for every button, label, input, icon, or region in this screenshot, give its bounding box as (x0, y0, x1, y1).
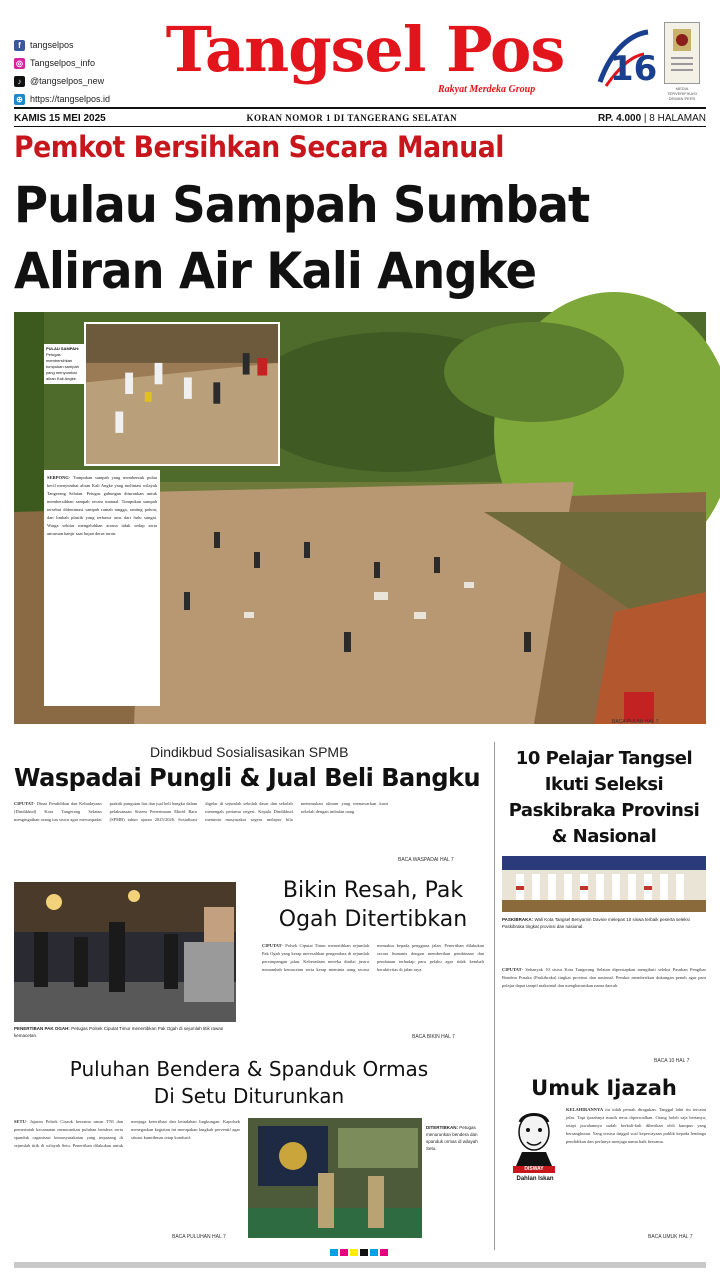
facebook-icon: f (14, 40, 25, 51)
registration-magenta-2 (380, 1249, 388, 1256)
bendera-caption-title: DITERTIBKAN: (426, 1125, 458, 1130)
paskibraka-headline[interactable] (502, 746, 706, 850)
spmb-body-text: - Dinas Pendidikan dan Kebudayaan (Dindikbud) Kota Tangerang Selatan mengingatkan orang tua siswa agar mewaspadai praktik pungutan liar dan jual beli bangku dalam pelaksanaan Sistem Penerimaan Murid Baru (SPMB) tahun ajaran 2025/2026. Sosialisasi digelar di sejumlah sekolah dasar dan sekolah menengah pertama negeri. Kepala Dindikbud meminta masyarakat segera melapor bila menemukan oknum yang menawarkan kursi sekolah dengan imbalan uang. (14, 801, 389, 822)
bendera-body-text: - Jajaran Polsek Cisauk bersama unsur TNI dan pemerintah kecamatan menurunkan puluhan bendera serta spanduk organisasi kemasyarakatan yang terpasang di sejumlah titik di wilayah Setu. Penertiban dilakukan untuk menjaga ketertiban dan keindahan lingkungan. Kapolsek menegaskan kegiatan ini merupakan langkah preventif agar situasi kamtibmas tetap kondusif. (14, 1119, 240, 1148)
paskibraka-caption-text: Wali Kota Tangsel Benyamin Davnie melepas 10 siswa terbaik peserta seleksi Paskibraka tingkat provinsi dan nasional. (502, 917, 690, 929)
pakogah-caption-title: PENERTIBAN PAK OGAH: (14, 1026, 70, 1031)
paskibraka-caption-title: PASKIBRAKA: (502, 917, 534, 922)
registration-magenta (340, 1249, 348, 1256)
pakogah-dateline-city: CIPUTAT (262, 943, 282, 948)
lead-inset-photo[interactable] (84, 322, 280, 466)
masthead-motto: KORAN NOMOR 1 DI TANGERANG SELATAN (246, 113, 458, 123)
paskibraka-continued[interactable]: BACA 10 HAL 7 (654, 1058, 690, 1064)
masthead-rule-top (14, 107, 706, 109)
paskibraka-caption (502, 916, 706, 930)
spmb-kicker[interactable]: Dindikbud Sosialisasikan SPMB (150, 744, 349, 760)
registration-cyan-2 (370, 1249, 378, 1256)
paskibraka-body (502, 966, 706, 1048)
pakogah-caption (14, 1025, 236, 1039)
lead-dateline-city: SERPONG (47, 475, 69, 480)
social-links (14, 36, 154, 108)
social-label: tangselpos (30, 40, 74, 50)
paskibraka-photo[interactable] (502, 856, 706, 912)
issue-date: KAMIS 15 MEI 2025 (14, 112, 106, 124)
masthead-rule-bottom (14, 126, 706, 127)
social-label: https://tangselpos.id (30, 94, 111, 104)
masthead-logo[interactable]: Tangsel Pos (165, 13, 565, 86)
bendera-body (14, 1118, 240, 1230)
pakogah-headline-line-2: Ogah Ditertibkan (278, 907, 468, 932)
pakogah-body (262, 942, 484, 1032)
pakogah-headline-line-1: Bikin Resah, Pak (282, 878, 464, 903)
column-continued[interactable]: BACA UMUK HAL 7 (648, 1234, 693, 1240)
bendera-headline[interactable] (14, 1056, 484, 1110)
lead-continued[interactable]: BACA PULAU HAL 7 (612, 719, 659, 725)
paskibraka-dateline-city: CIPUTAT (502, 967, 522, 972)
pakogah-continued[interactable]: BACA BIKIN HAL 7 (412, 1034, 455, 1040)
web-icon: ⊕ (14, 94, 25, 105)
inset-caption-text: Petugas membersihkan tumpukan sampah yang menyumbat aliran Kali Angke. (46, 352, 79, 381)
bendera-photo[interactable] (248, 1118, 422, 1238)
social-label: Tangselpos_info (30, 58, 96, 68)
pakogah-body-text: - Polsek Ciputat Timur menertibkan sejumlah Pak Ogah yang kerap meresahkan pengendara di sejumlah persimpangan jalan. Keberadaan mereka dinilai justru menambah kemacetan serta kerap meminta uang secara memaksa kepada pengguna jalan. Penertiban dilakukan secara humanis dengan memberikan pembinaan dan pendataan terhadap para pelaku agar tidak kembali beraktivitas di jalan raya. (262, 943, 484, 972)
social-facebook[interactable] (14, 36, 154, 54)
pakogah-headline[interactable] (262, 876, 484, 934)
anniversary-number: 16 (610, 49, 658, 89)
column-headline[interactable]: Umuk Ijazah (531, 1076, 677, 1100)
paskibraka-headline-line-4: & Nasional (551, 826, 657, 847)
anniversary-logo (592, 28, 658, 94)
lead-kicker[interactable]: Pemkot Bersihkan Secara Manual (14, 130, 504, 164)
bendera-headline-line-1: Puluhan Bendera & Spanduk Ormas (69, 1057, 429, 1081)
lead-headline-line-1: Pulau Sampah Sumbat (14, 176, 590, 234)
dateline (14, 111, 706, 125)
issue-price: RP. 4.000 (597, 112, 642, 124)
footer-bar (14, 1262, 706, 1268)
instagram-icon: ◎ (14, 58, 25, 69)
lead-body (44, 470, 160, 706)
spmb-continued[interactable]: BACA WASPADAI HAL 7 (398, 857, 454, 863)
bendera-dateline-city: SETU (14, 1119, 26, 1124)
author-portrait (510, 1108, 558, 1166)
bendera-caption-text: Petugas menurunkan bendera dan spanduk ormas di wilayah Setu. (426, 1125, 478, 1151)
column-divider (494, 742, 495, 1250)
column-body-extra (502, 1190, 706, 1230)
lead-body-text: - Tumpukan sampah yang membentuk pulau kecil menyumbat aliran Kali Angke yang melintasi wilayah Tangerang Selatan. Petugas gabungan diturunkan untuk membersihkan sampah secara manual. Tumpukan sampah tersebut didominasi sampah rumah tangga, ranting pohon, dan limbah plastik yang terbawa arus dari hulu sungai. Warga sekitar mengeluhkan aroma tidak sedap serta ancaman banjir saat hujan deras turun. (47, 475, 157, 536)
social-label: @tangselpos_new (30, 76, 105, 86)
author-name: Dahlan Iskan (516, 1176, 554, 1182)
spmb-headline[interactable]: Waspadai Pungli & Jual Beli Bangku (14, 763, 481, 792)
paskibraka-body-text: - Sebanyak 10 siswa Kota Tangerang Selatan dipersiapkan mengikuti seleksi Pasukan Pengibar Bendera Pusaka (Paskibraka) tingkat provinsi dan nasional. Pemkot memberikan dukungan penuh agar para pelajar dapat tampil maksimal dan mengharumkan nama daerah. (502, 967, 706, 988)
bendera-continued[interactable]: BACA PULUHAN HAL 7 (172, 1234, 226, 1240)
badge-seal-icon (665, 23, 699, 83)
column-body-text: itu tidak pernah diragukan. Tanggal lahir itu tercatat jelas. Tapi ijazahnya masih terus dipersoalkan. Orang boleh saja bertanya, tetapi jawabannya sudah berkali-kali diberikan oleh kampus yang bersangkutan. Yang tersisa tinggal soal kepercayaan publik kepada lembaga pendidikan dan perlunya menjaga nama baik bersama. (566, 1107, 706, 1144)
registration-black (360, 1249, 368, 1256)
bendera-caption (426, 1124, 484, 1152)
paskibraka-headline-line-3: Paskibraka Provinsi (508, 800, 700, 821)
social-website[interactable] (14, 90, 154, 108)
lead-inset-caption (44, 344, 84, 384)
pakogah-caption-text: Petugas Polsek Ciputat Timur menertibkan Pak Ogah di sejumlah titik rawan kemacetan. (14, 1026, 224, 1038)
badge-text: MEDIA TERVERIFIKASI DEWAN PERS (667, 86, 697, 101)
social-instagram[interactable] (14, 54, 154, 72)
verified-badge (664, 22, 700, 84)
tiktok-icon: ♪ (14, 76, 25, 87)
column-lead-word: KELAHIRANNYA (566, 1107, 604, 1112)
registration-yellow (350, 1249, 358, 1256)
pakogah-photo[interactable] (14, 882, 236, 1022)
social-tiktok[interactable] (14, 72, 154, 90)
author-tag: DISWAY (513, 1166, 555, 1173)
inset-caption-title: PULAU SAMPAH: (46, 346, 80, 351)
registration-cyan (330, 1249, 338, 1256)
lead-headline[interactable] (14, 172, 665, 304)
paskibraka-headline-line-1: 10 Pelajar Tangsel (515, 748, 693, 769)
paskibraka-headline-line-2: Ikuti Seleksi (544, 774, 664, 795)
bendera-headline-line-2: Di Setu Diturunkan (153, 1084, 345, 1108)
page-count: | 8 HALAMAN (643, 112, 706, 124)
price-block (598, 113, 706, 124)
spmb-body (14, 800, 484, 862)
column-body (566, 1106, 706, 1186)
lead-headline-line-2: Aliran Air Kali Angke (14, 242, 537, 300)
spmb-dateline-city: CIPUTAT (14, 801, 34, 806)
masthead-tagline: Rakyat Merdeka Group (438, 84, 536, 95)
